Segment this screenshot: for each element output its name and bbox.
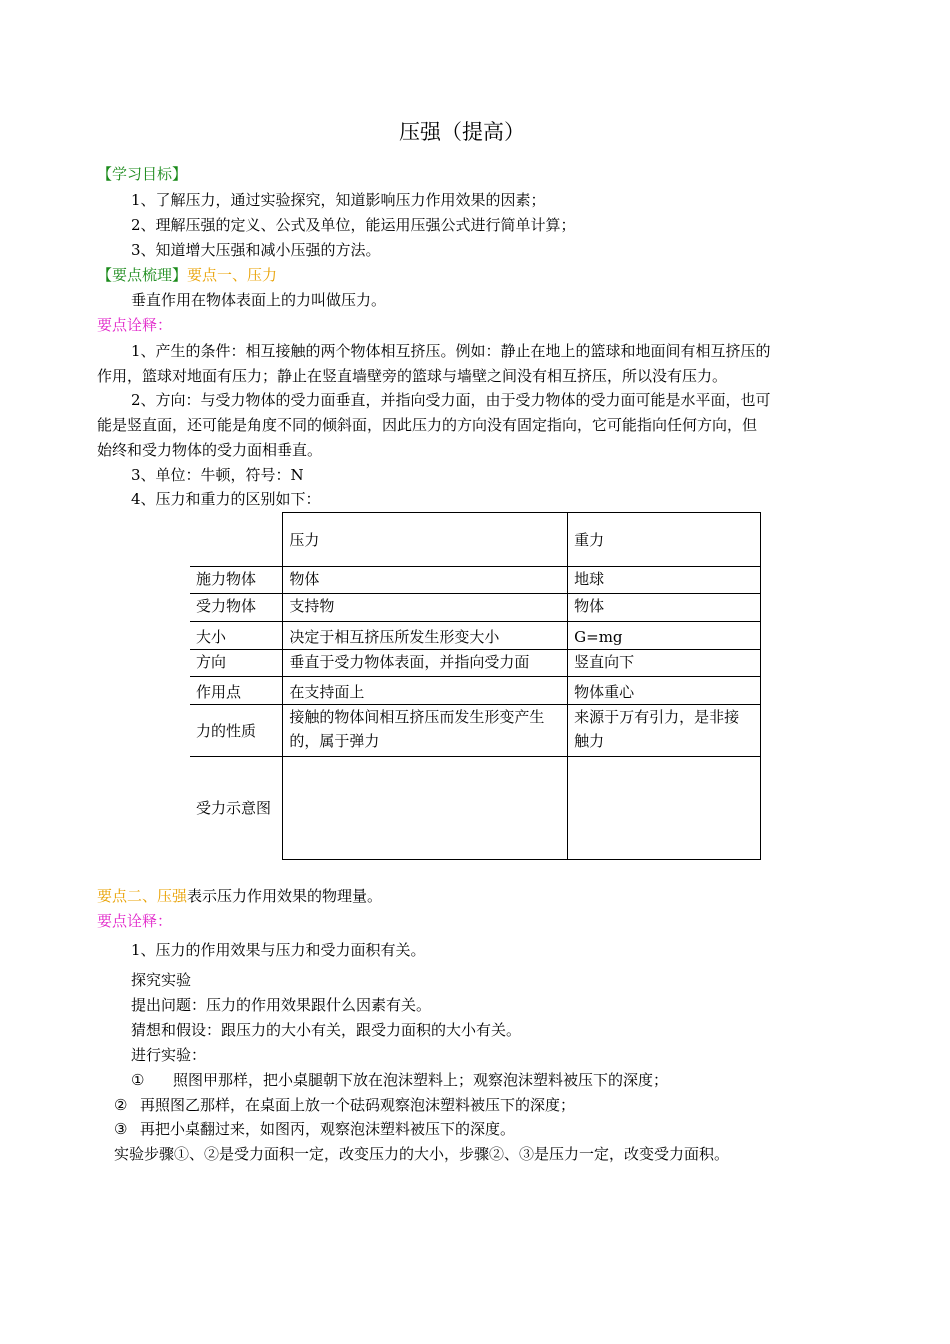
paragraph-line: 3、单位：牛顿，符号：N xyxy=(131,466,304,484)
section1-heading xyxy=(97,265,277,285)
section1-heading-point: 要点一、压力 xyxy=(187,266,278,284)
table-cell: 大小 xyxy=(190,622,283,650)
step-number: ② xyxy=(114,1096,128,1114)
table-cell: 决定于相互挤压所发生形变大小 xyxy=(283,622,568,650)
goal-item: 3、知道增大压强和减小压强的方法。 xyxy=(131,241,381,259)
section2-heading-point: 要点二、压强 xyxy=(97,887,188,905)
paragraph-line: 4、压力和重力的区别如下： xyxy=(131,490,321,508)
table-cell: G=mg xyxy=(568,622,761,650)
paragraph-line: 1、压力的作用效果与压力和受力面积有关。 xyxy=(131,941,426,959)
note-label: 要点诠释： xyxy=(97,316,173,334)
table-row xyxy=(190,757,761,860)
table-header-cell: 压力 xyxy=(283,513,568,567)
paragraph-line: 提出问题：压力的作用效果跟什么因素有关。 xyxy=(131,996,432,1014)
table-cell: 作用点 xyxy=(190,677,283,705)
table-cell: 垂直于受力物体表面，并指向受力面 xyxy=(283,650,568,677)
table-cell xyxy=(283,757,568,860)
table-cell: 物体重心 xyxy=(568,677,761,705)
pressure-definition: 垂直作用在物体表面上的力叫做压力。 xyxy=(131,291,387,309)
table-header-cell xyxy=(190,513,283,567)
table-cell: 在支持面上 xyxy=(283,677,568,705)
section2-heading-rest: 表示压力作用效果的物理量。 xyxy=(187,887,383,905)
goal-item: 2、理解压强的定义、公式及单位，能运用压强公式进行简单计算； xyxy=(131,216,576,234)
table-row xyxy=(190,567,761,594)
step-number: ① xyxy=(131,1071,145,1089)
paragraph-line: 作用，篮球对地面有压力；静止在竖直墙壁旁的篮球与墙壁之间没有相互挤压，所以没有压力。 xyxy=(97,367,728,385)
table-cell: 力的性质 xyxy=(190,705,283,757)
table-cell: 方向 xyxy=(190,650,283,677)
table-cell: 竖直向下 xyxy=(568,650,761,677)
section1-heading-tag: 【要点梳理】 xyxy=(97,266,188,284)
paragraph-line: 2、方向：与受力物体的受力面垂直，并指向受力面，由于受力物体的受力面可能是水平面，也可 xyxy=(131,391,771,409)
paragraph-line: 能是竖直面，还可能是角度不同的倾斜面，因此压力的方向没有固定指向，它可能指向任何方向，但 xyxy=(97,416,758,434)
comparison-table xyxy=(190,512,761,860)
table-cell: 支持物 xyxy=(283,594,568,622)
paragraph-line: 进行实验： xyxy=(131,1046,207,1064)
goal-item: 1、了解压力，通过实验探究，知道影响压力作用效果的因素； xyxy=(131,191,546,209)
table-cell: 施力物体 xyxy=(190,567,283,594)
conclusion-line: 实验步骤①、②是受力面积一定，改变压力的大小，步骤②、③是压力一定，改变受力面积。 xyxy=(114,1145,730,1163)
table-row xyxy=(190,594,761,622)
table-row xyxy=(190,705,761,757)
table-cell: 地球 xyxy=(568,567,761,594)
table-cell: 接触的物体间相互挤压而发生形变产生的，属于弹力 xyxy=(283,705,568,757)
step-text: 再把小桌翻过来，如图丙，观察泡沫塑料被压下的深度。 xyxy=(140,1120,516,1138)
table-cell: 物体 xyxy=(283,567,568,594)
paragraph-line: 1、产生的条件：相互接触的两个物体相互挤压。例如：静止在地上的篮球和地面间有相互挤压的 xyxy=(131,342,771,360)
step-number: ③ xyxy=(114,1120,128,1138)
step-text: 再照图乙那样，在桌面上放一个砝码观察泡沫塑料被压下的深度； xyxy=(140,1096,576,1114)
paragraph-line: 探究实验 xyxy=(131,971,192,989)
table-row xyxy=(190,677,761,705)
table-header-row xyxy=(190,513,761,567)
section2-heading xyxy=(97,886,382,906)
table-cell: 来源于万有引力，是非接触力 xyxy=(568,705,761,757)
note-label: 要点诠释： xyxy=(97,912,173,930)
table-cell: 受力示意图 xyxy=(190,757,283,860)
table-row xyxy=(190,650,761,677)
table-row xyxy=(190,622,761,650)
paragraph-line: 猜想和假设：跟压力的大小有关，跟受力面积的大小有关。 xyxy=(131,1021,522,1039)
page-title: 压强（提高） xyxy=(399,120,525,144)
paragraph-line: 始终和受力物体的受力面相垂直。 xyxy=(97,441,323,459)
step-text: 照图甲那样，把小桌腿朝下放在泡沫塑料上；观察泡沫塑料被压下的深度； xyxy=(173,1071,669,1089)
table-header-cell: 重力 xyxy=(568,513,761,567)
table-cell: 物体 xyxy=(568,594,761,622)
table-cell: 受力物体 xyxy=(190,594,283,622)
table-cell xyxy=(568,757,761,860)
goals-heading: 【学习目标】 xyxy=(97,165,188,183)
